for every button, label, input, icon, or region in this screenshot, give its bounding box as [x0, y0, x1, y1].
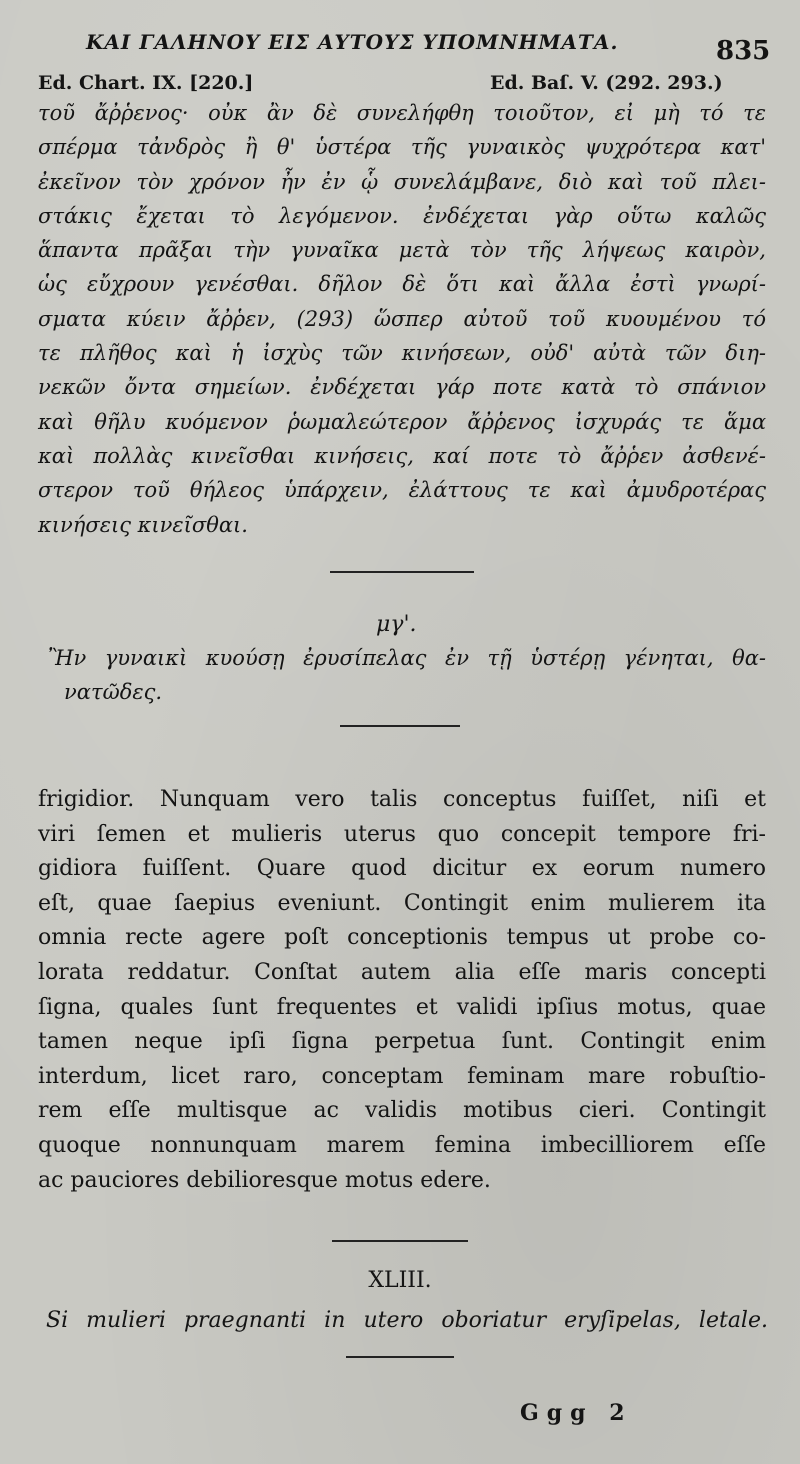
greek-text-line: καὶ θῆλυ κυόμενον ῥωμαλεώτερον ἄῤῥενος ἰσχυράς τε ἅμα [38, 409, 766, 434]
section-divider [332, 1240, 468, 1242]
latin-aphorism-heading: Si mulieri praegnanti in utero oboriatur eryſipelas, letale. [46, 1308, 768, 1333]
latin-text-line: omnia recte agere poſt conceptionis tempus ut probe co- [38, 925, 766, 951]
latin-text-line: quoque nonnunquam marem femina imbecilliorem eſſe [38, 1132, 766, 1158]
greek-text-line: ὡς εὔχρουν γενέσθαι. δῆλον δὲ ὅτι καὶ ἄλλα ἐστὶ γνωρί- [38, 272, 766, 297]
greek-text-line: ἐκεῖνον τὸν χρόνον ἦν ἐν ᾧ συνελάμβανε, διὸ καὶ τοῦ πλει- [38, 169, 766, 194]
greek-text-line: στάκις ἔχεται τὸ λεγόμενον. ἐνδέχεται γὰρ οὕτω καλῶς [38, 203, 766, 228]
latin-text-line: rem eſſe multisque ac validis motibus cieri. Contingit [38, 1098, 766, 1124]
section-divider [346, 1356, 454, 1358]
latin-text-line: interdum, licet raro, conceptam feminam mare robuſtio- [38, 1063, 766, 1089]
edition-reference-right: Ed. Baſ. V. (292. 293.) [490, 72, 723, 94]
greek-text-line: τοῦ ἄῤῥενος· οὐκ ἂν δὲ συνελήφθη τοιοῦτον, εἰ μὴ τό τε [38, 101, 766, 125]
running-title: ΚΑΙ ΓΑΛΗΝΟΥ ΕΙΣ ΑΥΤΟΥΣ ΥΠΟΜΝΗΜΑΤΑ. [86, 30, 619, 54]
latin-text-line: ac pauciores debilioresque motus edere. [38, 1167, 491, 1193]
latin-translation-text [38, 783, 766, 1198]
greek-text-line: καὶ πολλὰς κινεῖσθαι κινήσεις, καί ποτε τὸ ἄῤῥεν ἀσθενέ- [38, 443, 766, 468]
greek-text-line: ἅπαντα πρᾶξαι τὴν γυναῖκα μετὰ τὸν τῆς λήψεως καιρὸν, [38, 238, 766, 263]
greek-heading-line: Ἢν γυναικὶ κυούσῃ ἐρυσίπελας ἐν τῇ ὑστέρῃ γένηται, θα- [48, 646, 766, 670]
section-divider [330, 571, 474, 573]
latin-text-line: viri ſemen et mulieris uterus quo concepit tempore fri- [38, 821, 766, 847]
greek-section-number: μγ'. [376, 612, 417, 637]
greek-text-line: στερον τοῦ θήλεος ὑπάρχειν, ἐλάττους τε καὶ ἀμυδροτέρας [38, 478, 766, 503]
latin-text-line: frigidior. Nunquam vero talis conceptus fuiſſet, niſi et [38, 787, 766, 812]
latin-text-line: ſigna, quales ſunt frequentes et validi ipſius motus, quae [38, 994, 766, 1020]
greek-aphorism-heading [48, 641, 766, 709]
greek-text-line: τε πλῆθος καὶ ἡ ἰσχὺς τῶν κινήσεων, οὐδ' αὐτὰ τῶν διη- [38, 341, 766, 366]
edition-reference-left: Ed. Chart. IX. [220.] [38, 72, 254, 94]
section-divider [340, 725, 460, 727]
latin-text-line: eſt, quae ſaepius eveniunt. Contingit enim mulierem ita [38, 890, 766, 916]
greek-heading-line: νατῶδες. [64, 680, 163, 704]
greek-text-line: κινήσεις κινεῖσθαι. [38, 512, 248, 537]
latin-section-number: XLIII. [368, 1268, 432, 1293]
greek-text-line: σματα κύειν ἄῤῥεν, (293) ὥσπερ αὐτοῦ τοῦ κυουμένου τό [38, 306, 766, 331]
latin-text-line: lorata reddatur. Conſtat autem alia eſſe maris concepti [38, 959, 766, 985]
latin-text-line: tamen neque ipſi ſigna perpetua ſunt. Contingit enim [38, 1029, 766, 1055]
greek-commentary-text [38, 96, 766, 542]
greek-text-line: νεκῶν ὄντα σημείων. ἐνδέχεται γάρ ποτε κατὰ τὸ σπάνιον [38, 375, 766, 400]
greek-text-line: σπέρμα τἀνδρὸς ἢ θ' ὑστέρα τῆς γυναικὸς ψυχρότερα κατ' [38, 135, 766, 160]
page-number: 835 [716, 36, 771, 66]
signature-mark: Ggg 2 [520, 1400, 633, 1426]
latin-text-line: gidiora fuiſſent. Quare quod dicitur ex eorum numero [38, 856, 766, 882]
